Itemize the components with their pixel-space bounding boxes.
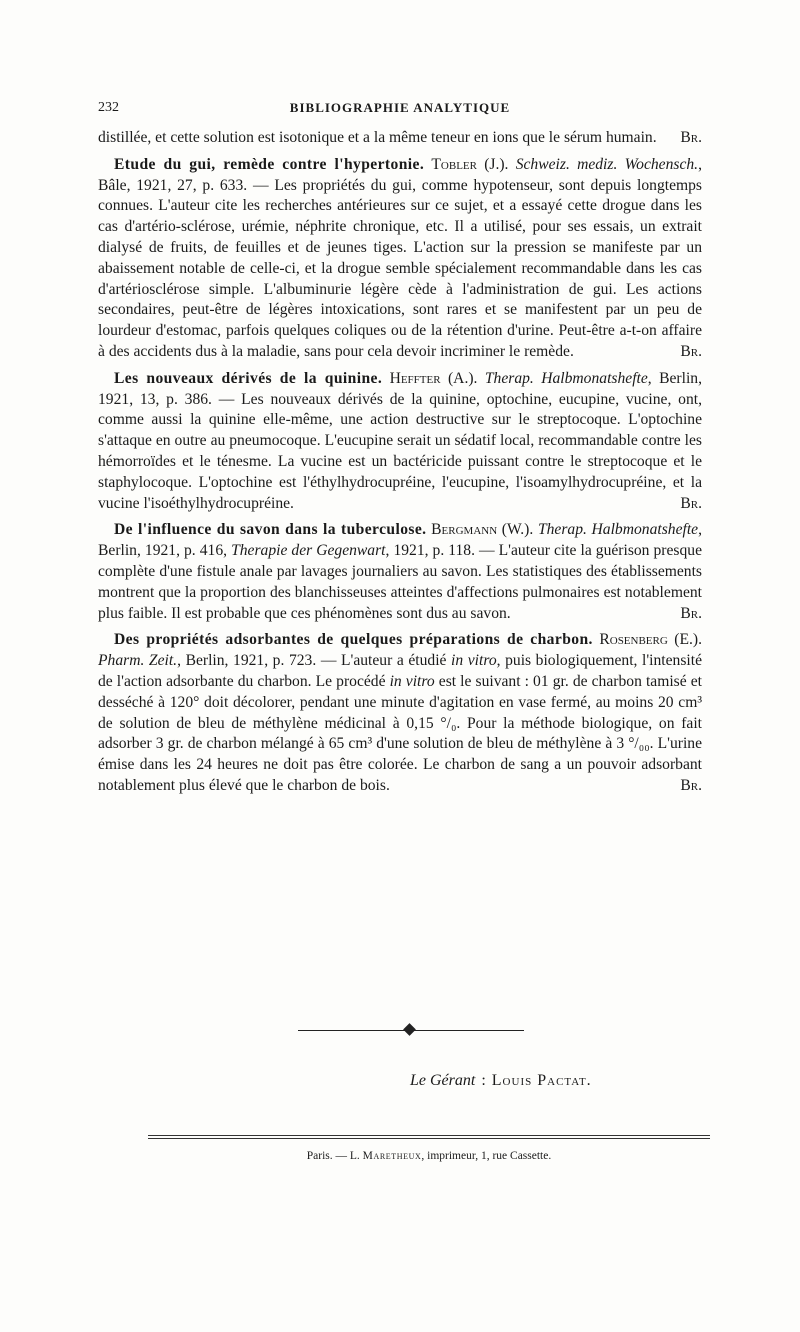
- entry-journal: Therap. Halbmonatshefte: [537, 521, 699, 539]
- entry-citation: , Berlin, 1921, 13, p. 386. —: [98, 369, 702, 408]
- entry-text: L'auteur cite la guérison presque complète d'une fistule anale par lavages journaliers au savon. Les statistiques des établissements montrent que la proportion des blanchisseuses atteintes d'affections pulmonaires est notablement plus faible. Il est probable que ces phénomènes sont dus au savon.: [98, 542, 703, 622]
- manager-separator: :: [481, 1072, 486, 1089]
- bibliography-entry: [98, 155, 702, 363]
- entry-text-italic: in vitro: [389, 672, 435, 690]
- bibliography-entry: [98, 369, 702, 515]
- entry-citation: , Berlin, 1921, p. 723. —: [177, 652, 341, 670]
- entry-text: , puis biologiquement, l'intensité de l'action adsorbante du charbon. Le procédé: [98, 652, 703, 690]
- reviewer-signature: Br.: [680, 342, 702, 360]
- manager-signature: [410, 1072, 650, 1090]
- printer-address: , imprimeur, 1, rue Cassette.: [421, 1150, 552, 1162]
- entry-title: De l'influence du savon dans la tuberculose.: [114, 521, 427, 539]
- entry-citation: , Bâle, 1921, 27, p. 633. —: [98, 155, 702, 194]
- entry-title: Des propriétés adsorbantes de quelques préparations de charbon.: [114, 631, 593, 649]
- entry-author: Heffter (A.).: [389, 369, 478, 387]
- bibliography-body: [98, 128, 702, 797]
- section-divider: [298, 1024, 524, 1036]
- entry-journal: Therap. Halbmonatshefte: [484, 369, 648, 387]
- bibliography-entry: [98, 630, 702, 796]
- running-head: [98, 100, 702, 122]
- running-title: BIBLIOGRAPHIE ANALYTIQUE: [289, 100, 511, 115]
- entry-author: Tobler (J.).: [431, 155, 509, 173]
- entry-title: Etude du gui, remède contre l'hypertonie.: [114, 155, 425, 173]
- reviewer-signature: Br.: [680, 604, 702, 622]
- entry-author: Rosenberg (E.).: [599, 631, 703, 649]
- continuation-text: distillée, et cette solution est isotonique et a la même teneur en ions que le sérum humain.: [98, 129, 657, 146]
- bibliography-entry: [98, 520, 702, 624]
- entry-text-italic: in vitro: [451, 652, 497, 670]
- page-number: 232: [98, 100, 119, 115]
- entry-journal: Pharm. Zeit.: [98, 652, 178, 670]
- printer-city: Paris. — L.: [306, 1150, 360, 1162]
- printer-imprint: [148, 1150, 710, 1162]
- reviewer-signature: Br.: [680, 129, 702, 146]
- reviewer-signature: Br.: [680, 776, 702, 794]
- entry-author: Bergmann (W.).: [431, 521, 534, 539]
- entry-title: Les nouveaux dérivés de la quinine.: [114, 369, 383, 387]
- entry-text: L'auteur a étudié: [341, 652, 452, 670]
- continuation-paragraph: [98, 128, 702, 149]
- diamond-ornament-icon: [403, 1023, 416, 1036]
- entry-text: est le suivant : 01 gr. de charbon tamisé et desséché à 120° doit décolorer, pendant une minute d'agitation en vase fermé, au moins 20 cm³ de solution de bleu de méthylène médicinal à 0,15 °/₀. Pour la méthode biologique, on fait adsorber 3 gr. de charbon mélangé à 65 cm³ d'une solution de bleu de méthylène à 3 °/₀₀. L'urine émise dans les 24 heures ne doit pas être colorée. Le charbon de sang a un pouvoir adsorbant notablement plus élevé que le charbon de bois.: [98, 672, 702, 794]
- entry-citation-secondary: , 1921, p. 118. —: [385, 542, 499, 560]
- entry-citation: , Berlin, 1921, p. 416,: [98, 521, 702, 560]
- manager-name: Louis Pactat.: [491, 1072, 592, 1089]
- reviewer-signature: Br.: [680, 494, 702, 512]
- entry-text: Les propriétés du gui, comme hypotenseur, sont depuis longtemps connues. L'auteur cite les recherches antérieures sur ce sujet, et a essayé cette drogue dans les cas d'artério-sclérose, urémie, néphrite chronique, etc. Il a utilisé, pour ses essais, un extrait dialysé de fruits, de feuilles et de jeunes tiges. L'action sur la pression se manifeste par un abaissement notable de celle-ci, et la drogue semble spécialement recommandable dans les cas d'artériosclérose simple. L'albuminurie légère cède à l'administration de gui. Les actions secondaires, peut-être de légères intoxications, sont rares et se manifestent par un peu de lourdeur d'estomac, parfois quelques coliques ou de la rétention d'urine. Peut-être a-t-on affaire à des accidents dus à la maladie, sans pour cela devoir incriminer le remède.: [98, 176, 702, 360]
- footer-rule: [148, 1135, 710, 1139]
- entry-text: Les nouveaux dérivés de la quinine, optochine, eucupine, vucine, ont, comme aussi la quinine elle-même, une action destructive sur le streptocoque. L'optochine s'attaque en outre au pneumocoque. L'eucupine serait un sédatif local, recommandable contre les hémorroïdes et le ténesme. La vucine est un bactéricide puissant contre le streptocoque et le staphylocoque. L'optochine est l'éthylhydrocupréine, l'eucupine, l'isoamylhydrocupréine, et la vucine l'isoéthylhydrocupréine.: [98, 390, 702, 512]
- manager-label: Le Gérant: [410, 1072, 476, 1089]
- printer-name: Maretheux: [362, 1150, 422, 1162]
- entry-journal-secondary: Therapie der Gegenwart: [231, 542, 386, 560]
- entry-journal: Schweiz. mediz. Wochensch.: [515, 155, 699, 173]
